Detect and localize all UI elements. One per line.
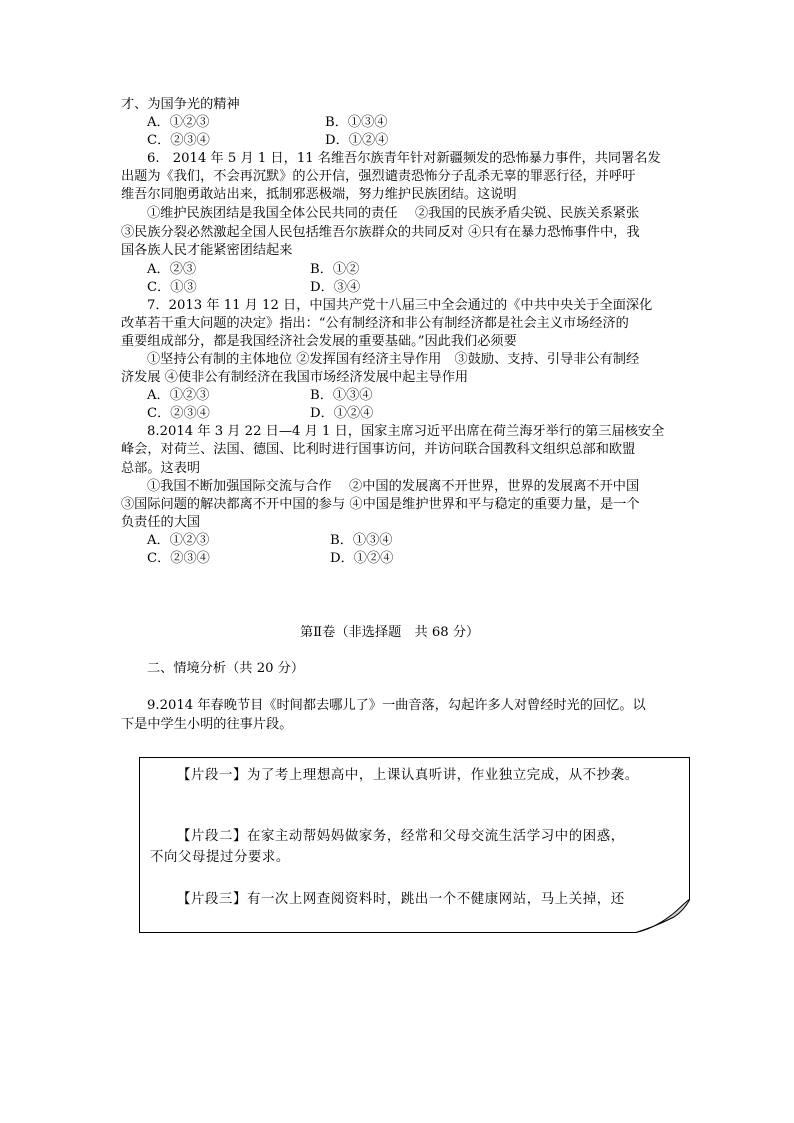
fragment-2-text: 【片段二】在家主动帮妈妈做家务，经常和父母交流生活学习中的困惑， — [177, 829, 625, 844]
q7-line-5: 济发展 ④使非公有制经济在我国市场经济发展中起主导作用 — [121, 370, 469, 385]
part2-title: 第Ⅱ卷（非选择题 共 68 分） — [300, 625, 480, 640]
q8-line-3: 总部。这表明 — [121, 461, 201, 476]
q8-line-6: 负责任的大国 — [121, 515, 201, 530]
fragment-2-text-cont: 不向父母提过分要求。 — [150, 850, 290, 865]
scenario-box — [139, 757, 690, 933]
q6-line-1: 6. 2014 年 5 月 1 日，11 名维吾尔族青年针对新疆频发的恐怖暴力事件，共同署名发 — [147, 151, 661, 166]
q6-option-c: C．①③ — [147, 280, 197, 295]
q5-option-c: C．②③④ — [147, 133, 210, 148]
section2-title: 二、情境分析（共 20 分） — [147, 661, 305, 676]
q8-option-c: C．②③④ — [147, 551, 210, 566]
q6-line-5: ③民族分裂必然激起全国人民包括维吾尔族群众的共同反对 ④只有在暴力恐怖事件中，我 — [121, 225, 640, 240]
q8-option-b: B．①③④ — [330, 533, 393, 548]
q6-option-d: D．③④ — [310, 280, 361, 295]
page-curl-icon — [634, 899, 690, 933]
q7-line-1: 7．2013 年 11 月 12 日，中国共产党十八届三中全会通过的《中共中央关于全面深化 — [147, 298, 653, 313]
fragment-3-text: 【片段三】有一次上网查阅资料时，跳出一个不健康网站，马上关掉，还 — [177, 892, 625, 907]
q6-line-4: ①维护民族团结是我国全体公民共同的责任 ②我国的民族矛盾尖锐、民族关系紧张 — [147, 206, 640, 221]
q7-line-2: 改革若干重大问题的决定》指出：“公有制经济和非公有制经济都是社会主义市场经济的 — [121, 316, 629, 331]
q8-line-4: ①我国不断加强国际交流与合作 ②中国的发展离不开世界，世界的发展离不开中国 — [147, 479, 640, 494]
q8-line-1: 8.2014 年 3 月 22 日—4 月 1 日，国家主席习近平出席在荷兰海牙举行的第三届核安全 — [147, 424, 665, 439]
fragment-1-text: 【片段一】为了考上理想高中，上课认真听讲，作业独立完成，从不抄袭。 — [177, 768, 639, 783]
q5-option-d: D．①②④ — [325, 133, 389, 148]
q8-line-2: 峰会，对荷兰、法国、德国、比利时进行国事访问，并访问联合国教科文组织总部和欧盟 — [121, 442, 636, 457]
q5-option-a: A．①②③ — [147, 115, 210, 130]
q8-option-d: D．①②④ — [330, 551, 394, 566]
q7-option-a: A．①②③ — [147, 388, 210, 403]
q5-option-b: B．①③④ — [325, 115, 388, 130]
q7-option-d: D．①②④ — [310, 406, 374, 421]
q6-option-a: A．②③ — [147, 262, 197, 277]
q8-option-a: A．①②③ — [147, 533, 210, 548]
q7-line-4: ①坚持公有制的主体地位 ②发挥国有经济主导作用 ③鼓励、支持、引导非公有制经 — [147, 352, 640, 367]
q7-line-3: 重要组成部分，都是我国经济社会发展的重要基础。”因此我们必须要 — [121, 334, 517, 349]
q6-line-2: 出题为《我们，不会再沉默》的公开信，强烈谴责恐怖分子乱杀无辜的罪恶行径，并呼吁 — [121, 169, 636, 184]
q7-option-c: C．②③④ — [147, 406, 210, 421]
q7-option-b: B．①③④ — [310, 388, 373, 403]
q9-line-1: 9.2014 年春晚节目《时间都去哪儿了》一曲音落，勾起许多人对曾经时光的回忆。以 — [147, 698, 646, 713]
q6-line-6: 国各族人民才能紧密团结起来 — [121, 243, 293, 258]
q9-line-2: 下是中学生小明的往事片段。 — [121, 717, 293, 732]
q6-line-3: 维吾尔同胞勇敢站出来，抵制邪恶极端，努力维护民族团结。这说明 — [121, 187, 517, 202]
q6-option-b: B．①② — [310, 262, 360, 277]
q5-tail-text: 才、为国争光的精神 — [121, 97, 240, 112]
q8-line-5: ③国际问题的解决都离不开中国的参与 ④中国是维护世界和平与稳定的重要力量，是一个 — [121, 497, 640, 512]
